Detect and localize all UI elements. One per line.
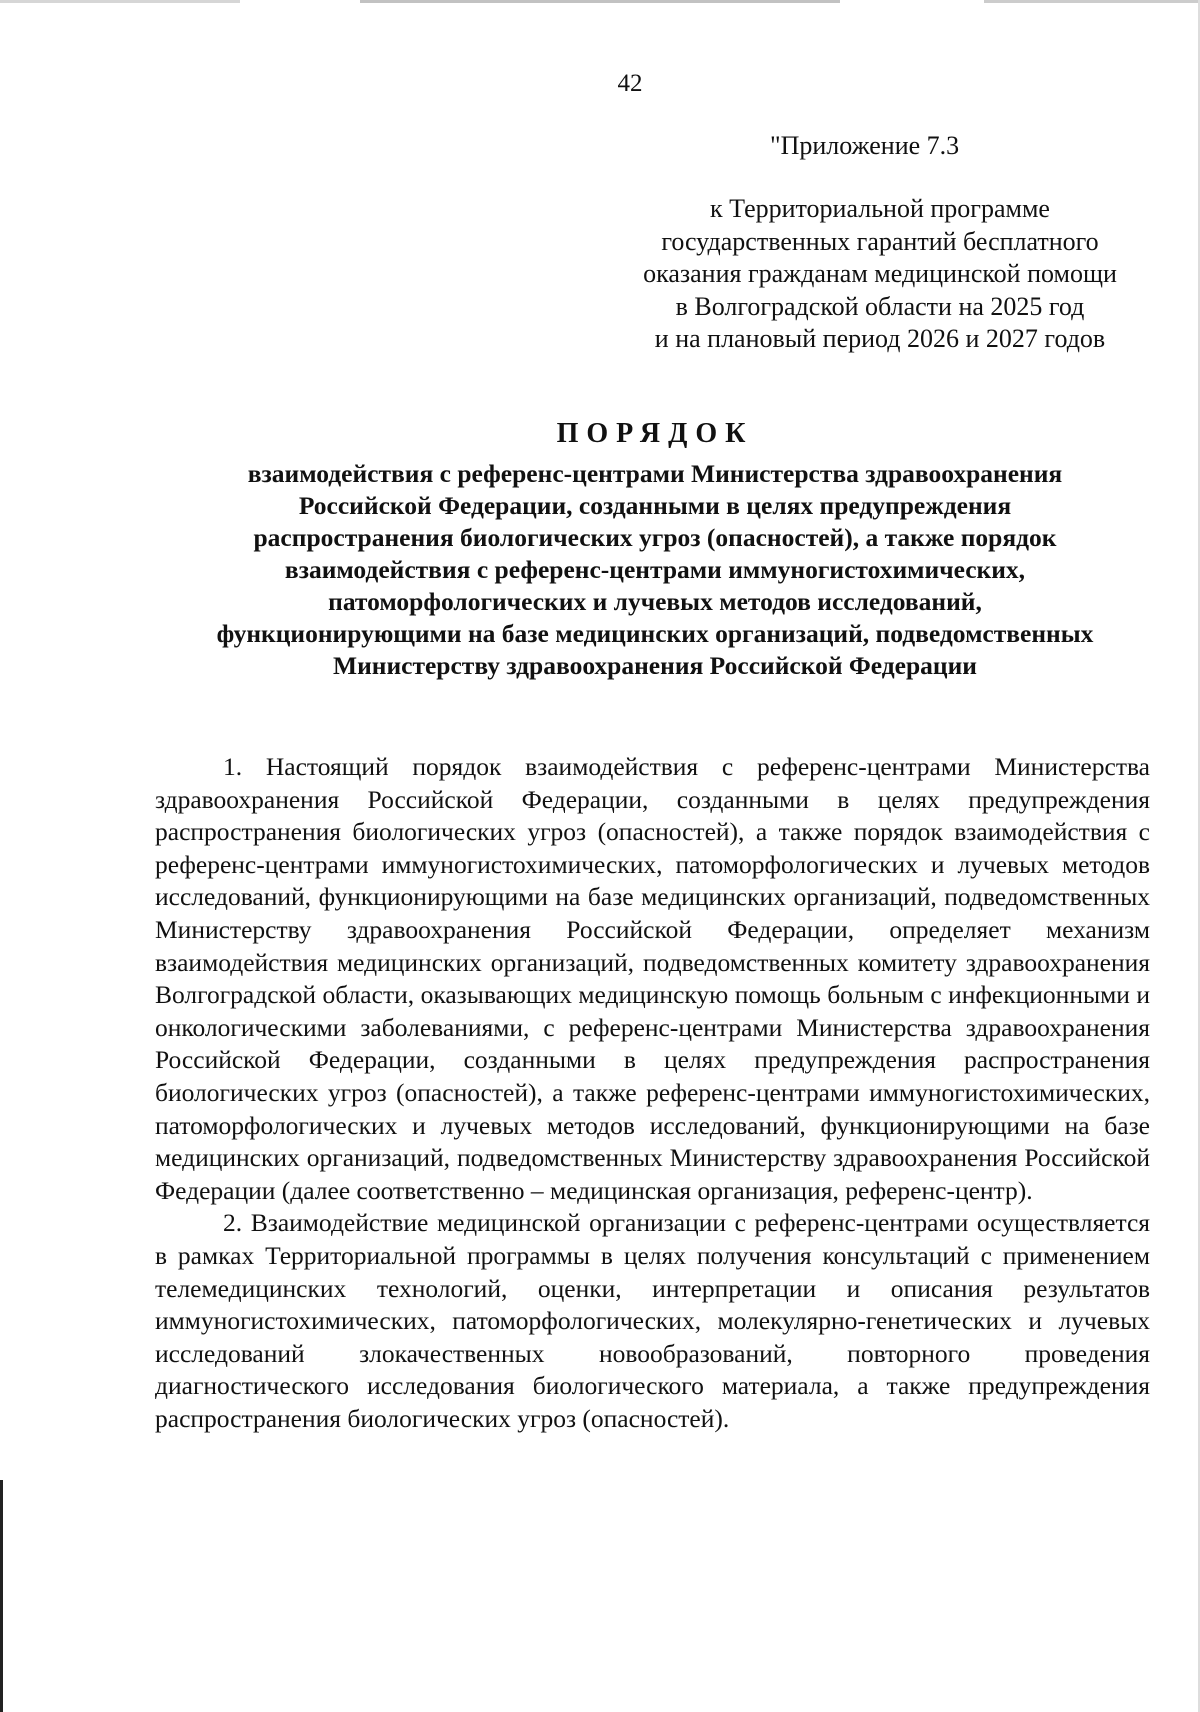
scan-edge-top [0,0,1200,3]
appendix-label: "Приложение 7.3 [770,131,960,160]
subtitle-line: патоморфологических и лучевых методов исследований, [328,587,982,616]
appendix-reference-line: и на плановый период 2026 и 2027 годов [654,324,1106,353]
appendix-reference-line: к Территориальной программе [710,194,1050,223]
subtitle-line: взаимодействия с референс-центрами Министерства здравоохранения [247,459,1063,488]
page-number: 42 [617,70,643,97]
document-title: ПОРЯДОК [556,418,754,449]
paragraph-2: 2. Взаимодействие медицинской организации с референс-центрами осуществляется в рамках Территориальной программы в целях получения консультаций с применением телемедицинских технологий, оценки, интерпретации и описания результатов иммуногистохимических, патоморфологических, молекулярно-генетических и лучевых исследований злокачественных новообразований, повторного проведения диагностического исследования биологического материала, а также предупреждения распространения биологических угроз (опасностей). [155,1208,1150,1433]
appendix-reference [600,193,1160,356]
subtitle-line: взаимодействия с референс-центрами иммуногистохимических, [284,555,1026,584]
appendix-reference-line: в Волгоградской области на 2025 год [675,291,1085,321]
document-body [155,751,1150,1435]
subtitle-line: Министерству здравоохранения Российской Федерации [333,651,977,680]
paragraph-1: 1. Настоящий порядок взаимодействия с референс-центрами Министерства здравоохранения Российской Федерации, созданными в целях предупреждения распространения биологических угроз (опасностей), а также порядок взаимодействия с референс-центрами иммуногистохимических, патоморфологических и лучевых методов исследований, функционирующими на базе медицинских организаций, подведомственных Министерству здравоохранения Российской Федерации, определяет механизм взаимодействия медицинских организаций, подведомственных комитету здравоохранения Волгоградской области, оказывающих медицинскую помощь больным с инфекционными и онкологическими заболеваниями, с референс-центрами Министерства здравоохранения Российской Федерации, созданными в целях предупреждения распространения биологических угроз (опасностей), а также референс-центрами иммуногистохимических, патоморфологических и лучевых методов исследований, функционирующими на базе медицинских организаций, подведомственных Министерству здравоохранения Российской Федерации (далее соответственно – медицинская организация, референс-центр). [155,752,1150,1205]
document-subtitle [150,458,1160,682]
appendix-reference-line: государственных гарантий бесплатного [661,226,1099,256]
subtitle-line: функционирующими на базе медицинских организаций, подведомственных [216,619,1094,648]
subtitle-line: распространения биологических угроз (опасностей), а также порядок [253,523,1057,552]
subtitle-line: Российской Федерации, созданными в целях предупреждения [298,491,1012,520]
scan-edge-left [0,1480,3,1712]
appendix-reference-line: оказания гражданам медицинской помощи [643,259,1117,288]
